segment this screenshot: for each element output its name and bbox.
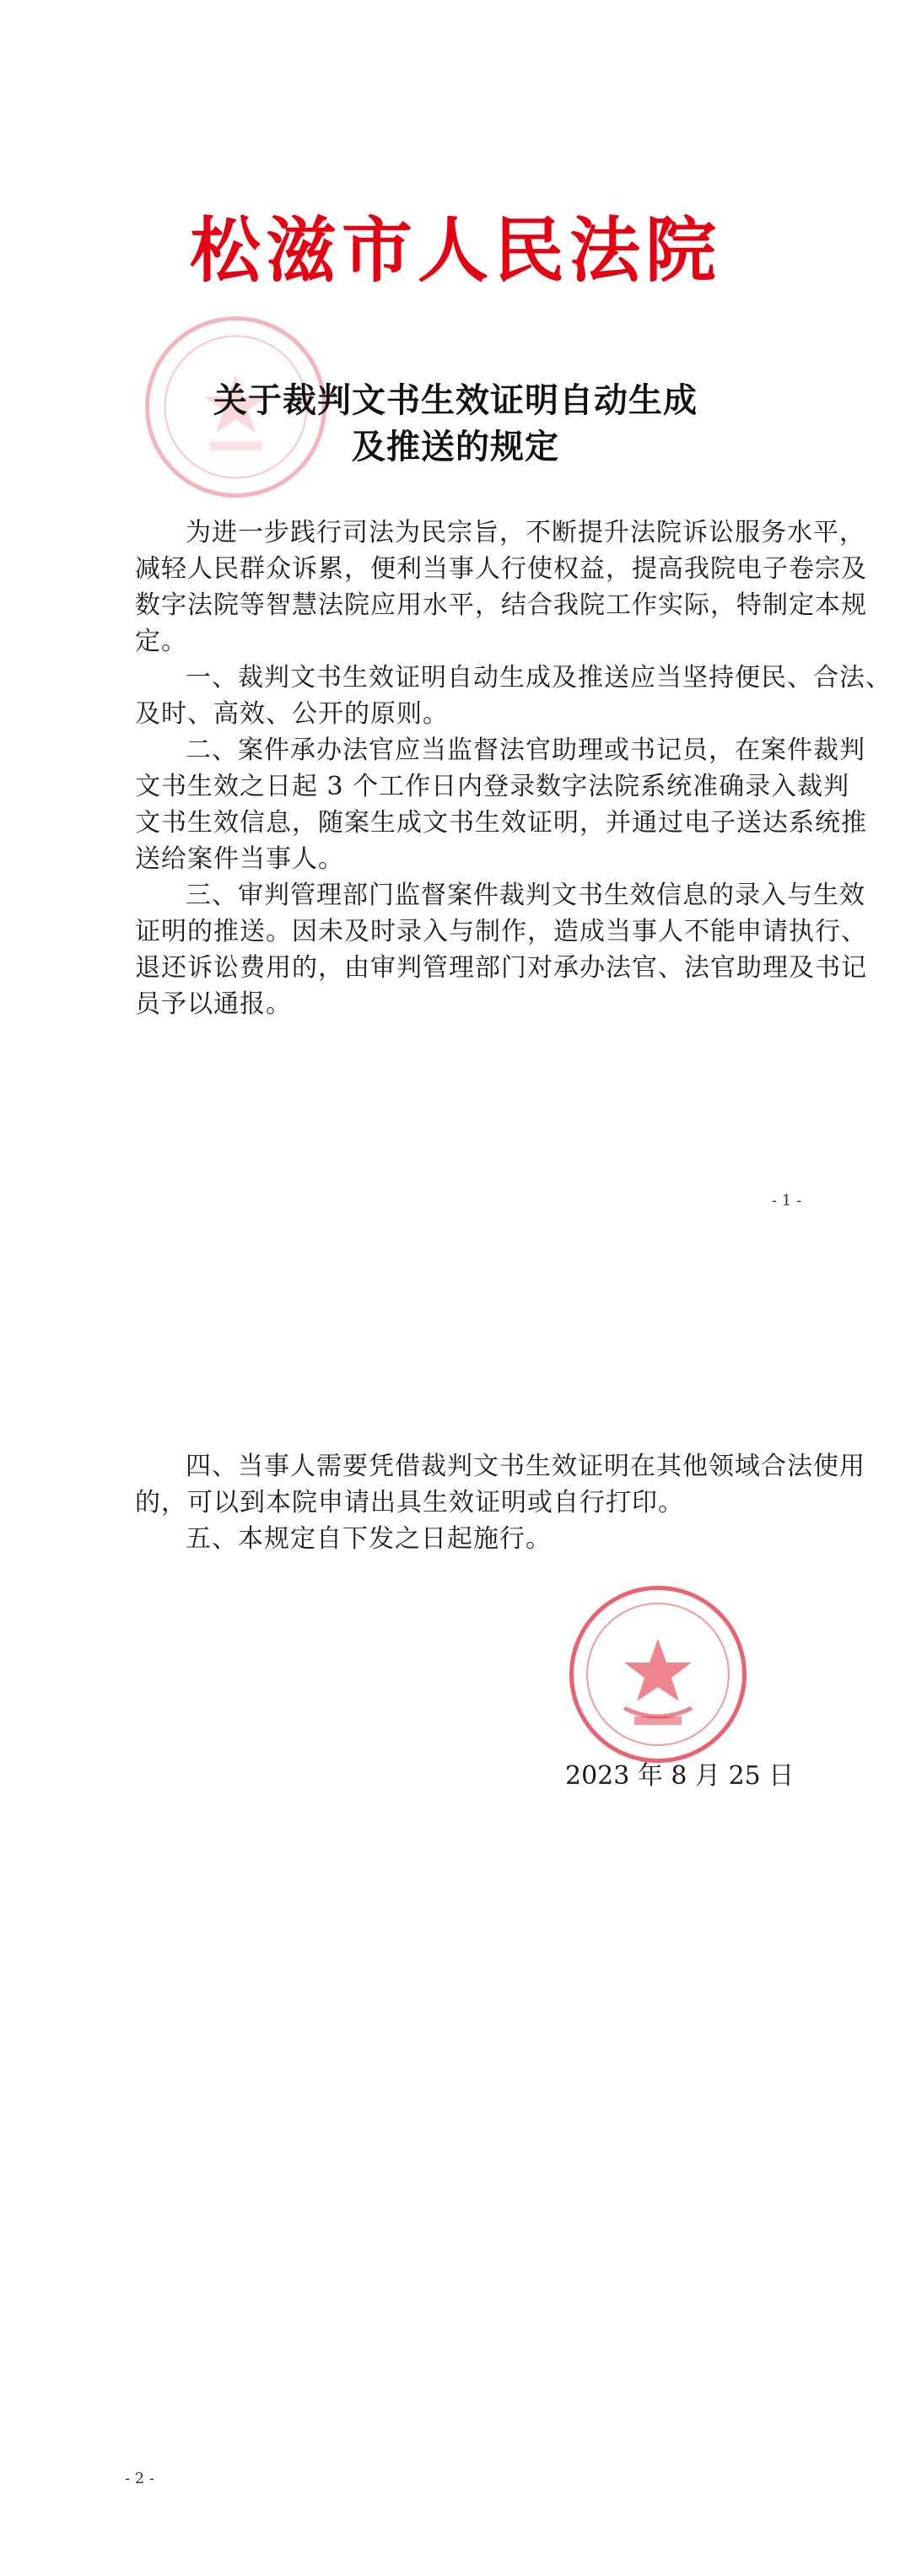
seal-emblem-icon	[574, 1590, 742, 1759]
paragraph-line: 二、案件承办法官应当监督法官助理或书记员，在案件裁判	[186, 736, 865, 765]
page-number: - 2 -	[125, 2470, 155, 2487]
paragraph-preamble	[135, 515, 867, 660]
paragraph-line: 为进一步践行司法为民宗旨，不断提升法院诉讼服务水平，	[186, 518, 865, 547]
paragraph-line: 文书生效之日起 3 个工作日内登录数字法院系统准确录入裁判	[135, 772, 850, 801]
court-name-header: 松滋市人民法院	[189, 208, 721, 292]
document-title-line-2: 及推送的规定	[352, 427, 559, 466]
document-page-2	[0, 1288, 911, 2576]
paragraph-line: 数字法院等智慧法院应用水平，结合我院工作实际，特制定本规	[135, 590, 867, 620]
paragraph-line: 退还诉讼费用的，由审判管理部门对承办法官、法官助理及书记	[135, 953, 867, 983]
paragraph-line: 定。	[135, 627, 187, 656]
paragraph-article-1	[135, 660, 892, 732]
issue-date: 2023 年 8 月 25 日	[565, 1761, 795, 1791]
paragraph-line: 证明的推送。因未及时录入与制作，造成当事人不能申请执行、	[135, 917, 867, 946]
paragraph-line: 三、审判管理部门监督案件裁判文书生效信息的录入与生效	[186, 881, 865, 910]
document-title-line-1: 关于裁判文书生效证明自动生成	[213, 380, 698, 420]
paragraph-article-2	[135, 732, 867, 877]
paragraph-line: 减轻人民群众诉累，便利当事人行使权益，提高我院电子卷宗及	[135, 554, 867, 584]
paragraph-line: 的，可以到本院申请出具生效证明或自行打印。	[135, 1488, 684, 1517]
paragraph-line: 送给案件当事人。	[135, 844, 344, 874]
paragraph-line: 及时、高效、公开的原则。	[135, 699, 449, 729]
court-seal-stamp	[569, 1586, 747, 1763]
paragraph-line: 五、本规定自下发之日起施行。	[186, 1524, 552, 1554]
paragraph-line: 员予以通报。	[135, 989, 292, 1019]
paragraph-line: 四、当事人需要凭借裁判文书生效证明在其他领域合法使用	[186, 1452, 865, 1481]
page-number: - 1 -	[772, 1192, 802, 1210]
paragraph-article-3	[135, 877, 867, 1022]
paragraph-line: 文书生效信息，随案生成文书生效证明，并通过电子送达系统推	[135, 808, 867, 838]
paragraph-line: 一、裁判文书生效证明自动生成及推送应当坚持便民、合法、	[186, 663, 892, 693]
paragraph-article-4	[135, 1448, 865, 1521]
paragraph-article-5	[135, 1521, 806, 1557]
